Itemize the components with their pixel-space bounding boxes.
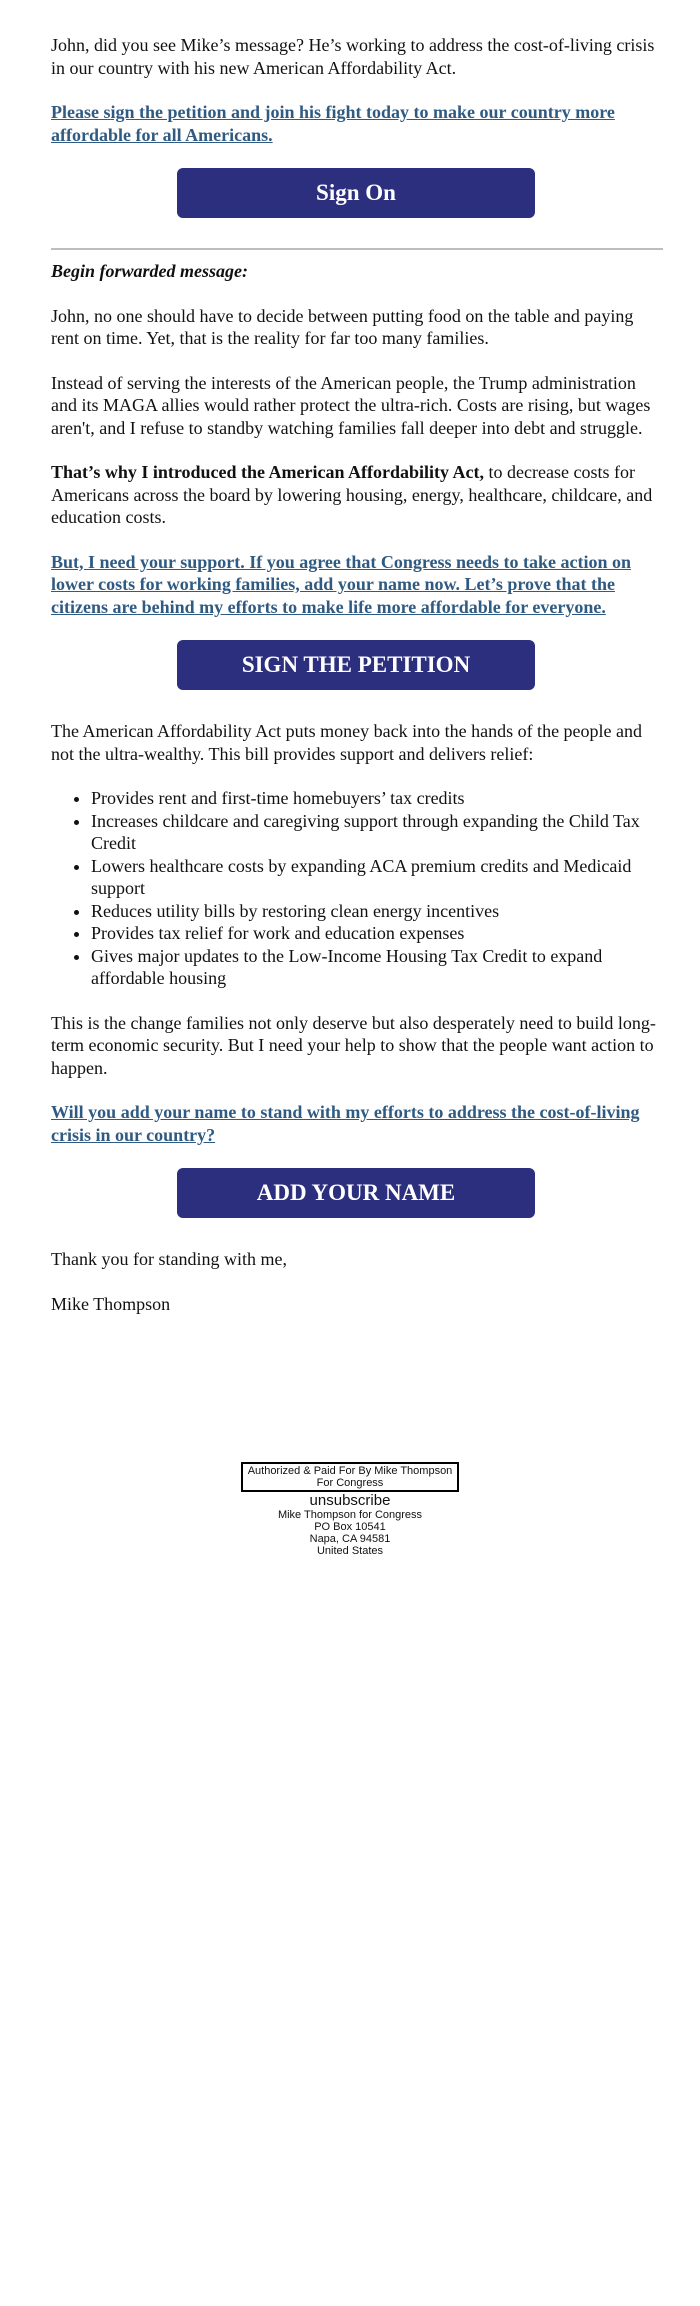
sign-on-button[interactable]: Sign On bbox=[177, 168, 535, 218]
sign-petition-button[interactable]: SIGN THE PETITION bbox=[177, 640, 535, 690]
support-link[interactable]: But, I need your support. If you agree that Congress needs to take action on lower costs for working families, add your name now. Let’s prove that the citizens are behind my efforts to make life more affordable for everyone. bbox=[51, 551, 632, 617]
paragraph: The American Affordability Act puts money back into the hands of the people and not the ultra-wealthy. This bill provides support and delivers relief: bbox=[51, 721, 643, 764]
benefits-list bbox=[51, 787, 663, 990]
forwarded-label: Begin forwarded message: bbox=[51, 261, 248, 281]
petition-link[interactable]: Please sign the petition and join his fight today to make our country more affordable for all Americans. bbox=[51, 102, 615, 145]
add-your-name-button[interactable]: ADD YOUR NAME bbox=[177, 1168, 535, 1218]
list-item: • Provides rent and first-time homebuyers’ tax credits bbox=[91, 787, 663, 810]
list-item: • Reduces utility bills by restoring clean energy incentives bbox=[91, 900, 663, 923]
footer-org: Mike Thompson for Congress bbox=[277, 1509, 423, 1521]
list-item: • Gives major updates to the Low-Income Housing Tax Credit to expand affordable housing bbox=[91, 945, 663, 990]
list-item: • Provides tax relief for work and education expenses bbox=[91, 922, 663, 945]
bold-text: That’s why I introduced the American Affordability Act, bbox=[51, 462, 485, 482]
footer-po-box: PO Box 10541 bbox=[314, 1521, 386, 1533]
add-name-link[interactable]: Will you add your name to stand with my efforts to address the cost-of-living crisis in our country? bbox=[51, 1102, 640, 1145]
paragraph: John, no one should have to decide between putting food on the table and paying rent on time. Yet, that is the reality for far too many families. bbox=[51, 305, 634, 348]
unsubscribe-link[interactable]: unsubscribe bbox=[309, 1492, 391, 1509]
list-item: • Increases childcare and caregiving support through expanding the Child Tax Credit bbox=[91, 810, 663, 855]
footer bbox=[0, 1462, 700, 1557]
paragraph-text: to decrease costs for Americans across the board by lowering housing, energy, healthcare, childcare, and education costs. bbox=[51, 462, 653, 527]
paid-for-disclaimer: Authorized & Paid For By Mike Thompson For Congress bbox=[241, 1462, 459, 1492]
paragraph: Instead of serving the interests of the American people, the Trump administration and its MAGA allies would rather protect the ultra-rich. Costs are rising, but wages aren't, and I refuse to standby watching families fall deeper into debt and struggle. bbox=[51, 372, 651, 438]
signature: Mike Thompson bbox=[51, 1293, 171, 1314]
paragraph bbox=[51, 461, 663, 529]
intro-text: John, did you see Mike’s message? He’s working to address the cost-of-living crisis in our country with his new American Affordability Act. bbox=[51, 35, 655, 78]
footer-country: United States bbox=[316, 1545, 384, 1557]
closing: Thank you for standing with me, bbox=[51, 1249, 287, 1269]
footer-city: Napa, CA 94581 bbox=[309, 1533, 391, 1545]
divider bbox=[51, 248, 663, 250]
paragraph: This is the change families not only deserve but also desperately need to build long-term economic security. But I need your help to show that the people want action to happen. bbox=[51, 1012, 656, 1078]
email-body bbox=[51, 34, 663, 1337]
list-item: • Lowers healthcare costs by expanding ACA premium credits and Medicaid support bbox=[91, 855, 663, 900]
